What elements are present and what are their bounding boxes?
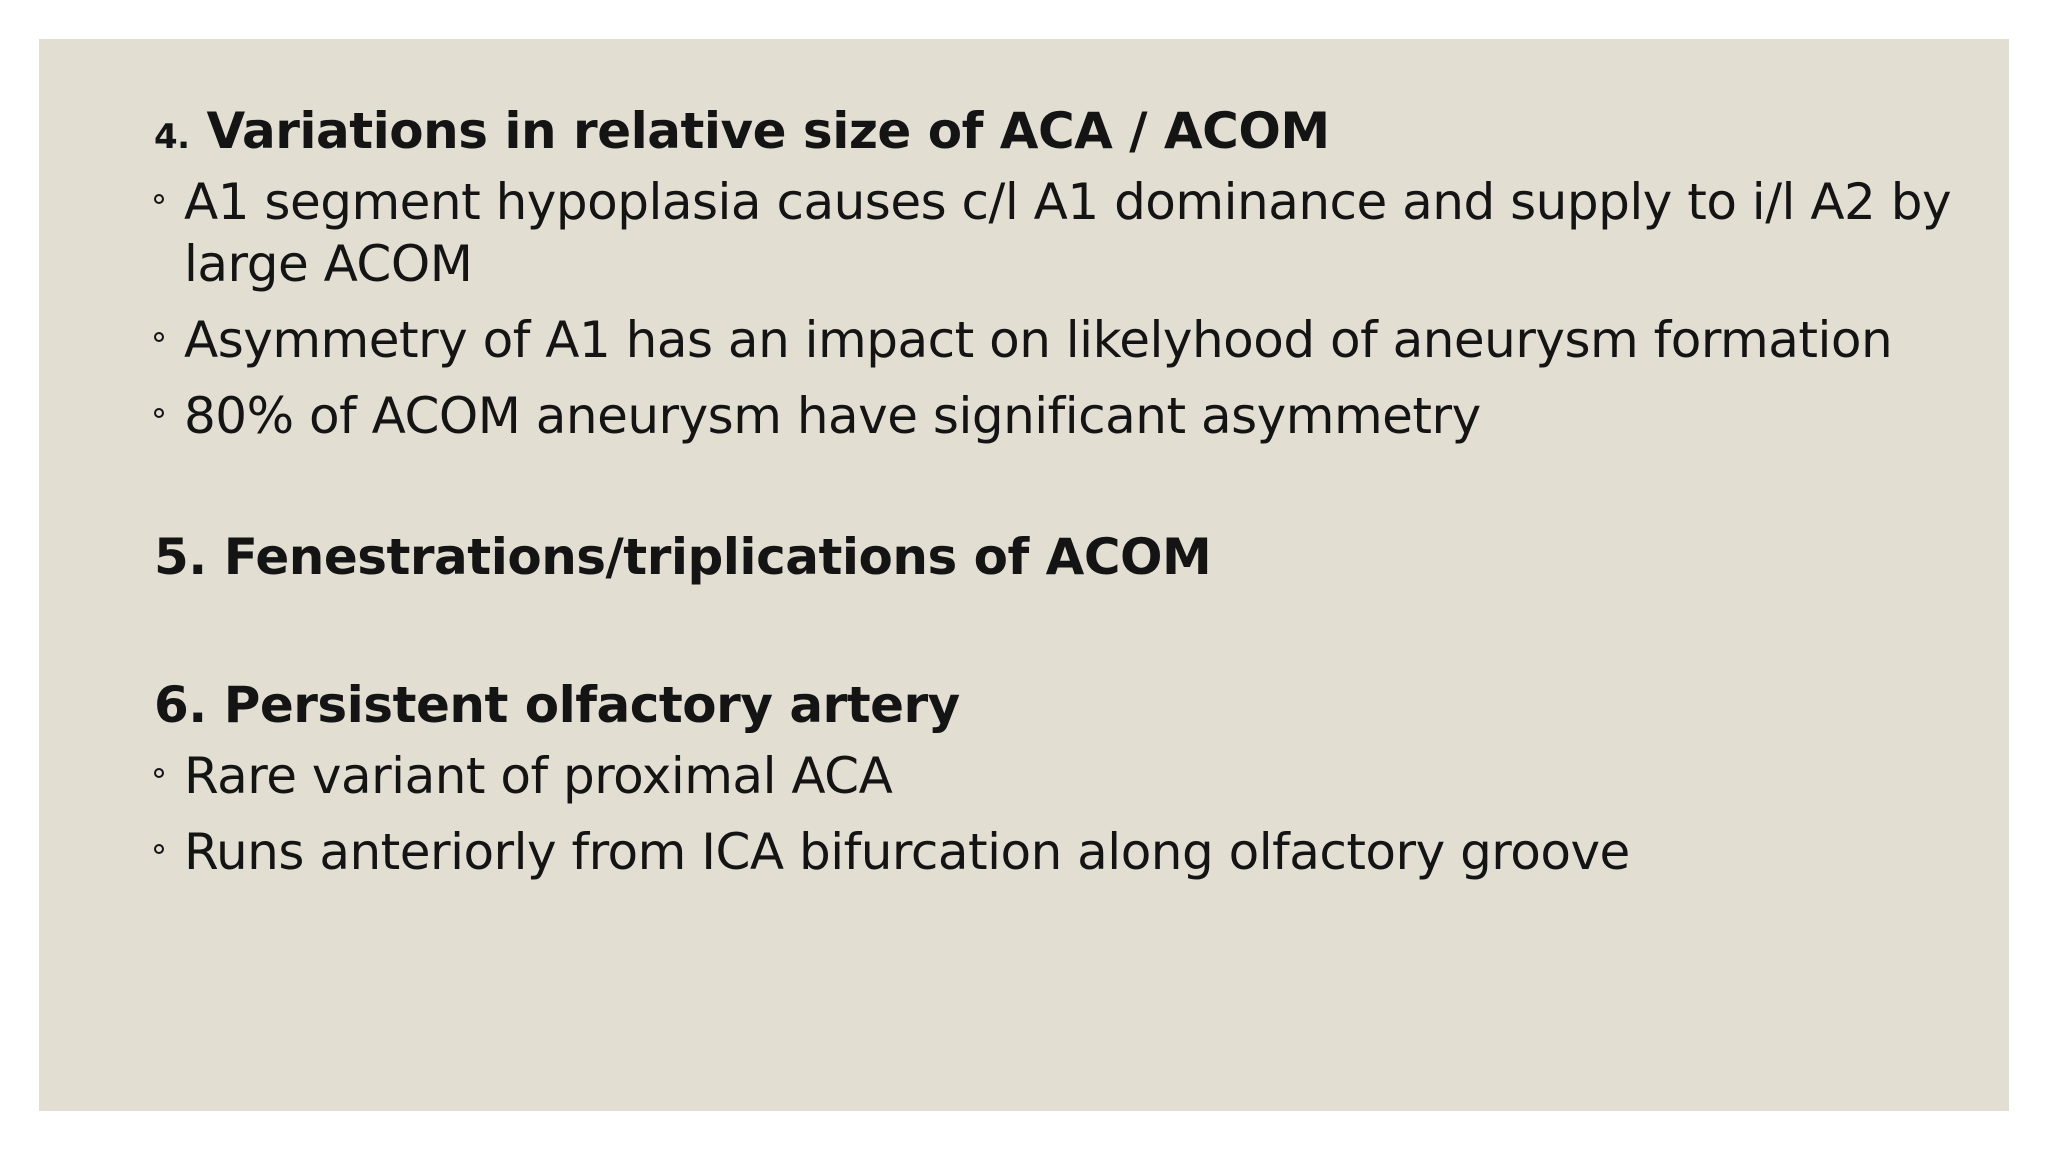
bullet-item	[154, 385, 1964, 447]
bullet-text: Asymmetry of A1 has an impact on likelyhood of aneurysm formation	[184, 311, 1893, 369]
slide	[39, 39, 2009, 1111]
bullet-circle-icon	[154, 408, 164, 418]
section-6-bullet-list	[154, 745, 1964, 883]
bullet-item	[154, 309, 1964, 371]
section-6-heading: 6. Persistent olfactory artery	[154, 676, 960, 734]
bullet-circle-icon	[154, 768, 164, 778]
section-4-bullet-list	[154, 171, 1964, 447]
section-4-heading	[154, 101, 1964, 161]
bullet-circle-icon	[154, 332, 164, 342]
section-4-title: Variations in relative size of ACA / ACOM	[206, 102, 1330, 160]
section-5-heading: 5. Fenestrations/triplications of ACOM	[154, 528, 1212, 586]
bullet-item	[154, 821, 1964, 883]
bullet-text: A1 segment hypoplasia causes c/l A1 dominance and supply to i/l A2 by large ACOM	[184, 173, 1952, 293]
bullet-item	[154, 171, 1964, 295]
bullet-circle-icon	[154, 194, 164, 204]
bullet-circle-icon	[154, 844, 164, 854]
section-4-number: 4.	[154, 117, 190, 157]
slide-content	[154, 101, 1964, 883]
bullet-text: 80% of ACOM aneurysm have significant asymmetry	[184, 387, 1481, 445]
bullet-text: Rare variant of proximal ACA	[184, 747, 893, 805]
bullet-text: Runs anteriorly from ICA bifurcation along olfactory groove	[184, 823, 1630, 881]
bullet-item	[154, 745, 1964, 807]
